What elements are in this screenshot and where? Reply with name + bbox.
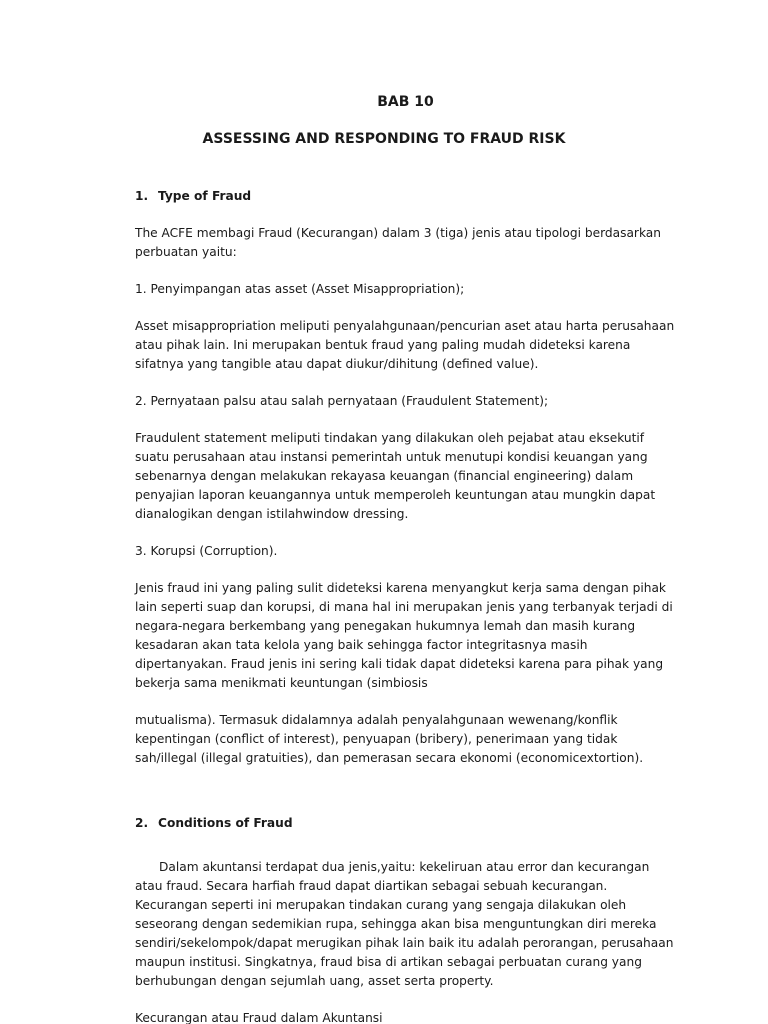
section-2-heading — [135, 814, 676, 833]
item-2-body: Fraudulent statement meliputi tindakan yang dilakukan oleh pejabat atau eksekutif suatu perusahaan atau instansi pemerintah untuk menutupi kondisi keuangan yang sebenarnya dengan melakukan rekayasa keuangan (financial engineering) dalam penyajian laporan keuangannya untuk memperoleh keuntungan atau mungkin dapat dianalogikan dengan istilahwindow dressing. — [135, 431, 656, 521]
section-1-intro: The ACFE membagi Fraud (Kecurangan) dalam 3 (tiga) jenis atau tipologi berdasarkan perbuatan yaitu: — [135, 226, 661, 259]
item-3-body-part-1: Jenis fraud ini yang paling sulit dideteksi karena menyangkut kerja sama dengan pihak lain seperti suap dan korupsi, di mana hal ini merupakan jenis yang terbanyak terjadi di negara-negara berkembang yang penegakan hukumnya lemah dan masih kurang kesadaran akan tata kelola yang baik sehingga factor integritasnya masih dipertanyakan. Fraud jenis ini sering kali tidak dapat dideteksi karena para pihak yang bekerja sama menikmati keuntungan (simbiosis — [135, 581, 673, 690]
item-1-body: Asset misappropriation meliputi penyalahgunaan/pencurian aset atau harta perusahaan atau pihak lain. Ini merupakan bentuk fraud yang paling mudah dideteksi karena sifatnya yang tangible atau dapat diukur/dihitung (defined value). — [135, 319, 675, 371]
item-3-title: 3. Korupsi (Corruption). — [135, 544, 278, 558]
section-2-number: 2. — [135, 816, 149, 830]
section-2-subheading: Kecurangan atau Fraud dalam Akuntansi — [135, 1011, 383, 1024]
section-2-heading-text: Conditions of Fraud — [158, 816, 293, 830]
section-1-heading — [135, 187, 676, 206]
section-2-body: Dalam akuntansi terdapat dua jenis,yaitu: kekeliruan atau error dan kecurangan atau fraud. Secara harfiah fraud dapat diartikan sebagai sebuah kecurangan. Kecurangan seperti ini merupakan tindakan curang yang sengaja dilakukan oleh seseorang dengan sedemikian rupa, sehingga akan bisa menguntungkan diri mereka sendiri/sekelompok/dapat merugikan pihak lain baik itu adalah perorangan, perusahaan maupun institusi. Singkatnya, fraud bisa di artikan sebagai perbuatan curang yang berhubungan dengan sejumlah uang, asset serta property. — [135, 860, 674, 988]
item-1-title: 1. Penyimpangan atas asset (Asset Misappropriation); — [135, 282, 465, 296]
chapter-label: BAB 10 — [377, 94, 434, 110]
section-1-heading-text: Type of Fraud — [158, 189, 252, 203]
page-title: ASSESSING AND RESPONDING TO FRAUD RISK — [202, 131, 566, 147]
section-1-number: 1. — [135, 189, 149, 203]
item-3-body-part-2: mutualisma). Termasuk didalamnya adalah penyalahgunaan wewenang/konflik kepentingan (conflict of interest), penyuapan (bribery), penerimaan yang tidak sah/illegal (illegal gratuities), dan pemerasan secara ekonomi (economicextortion). — [135, 713, 644, 765]
item-2-title: 2. Pernyataan palsu atau salah pernyataan (Fraudulent Statement); — [135, 394, 549, 408]
